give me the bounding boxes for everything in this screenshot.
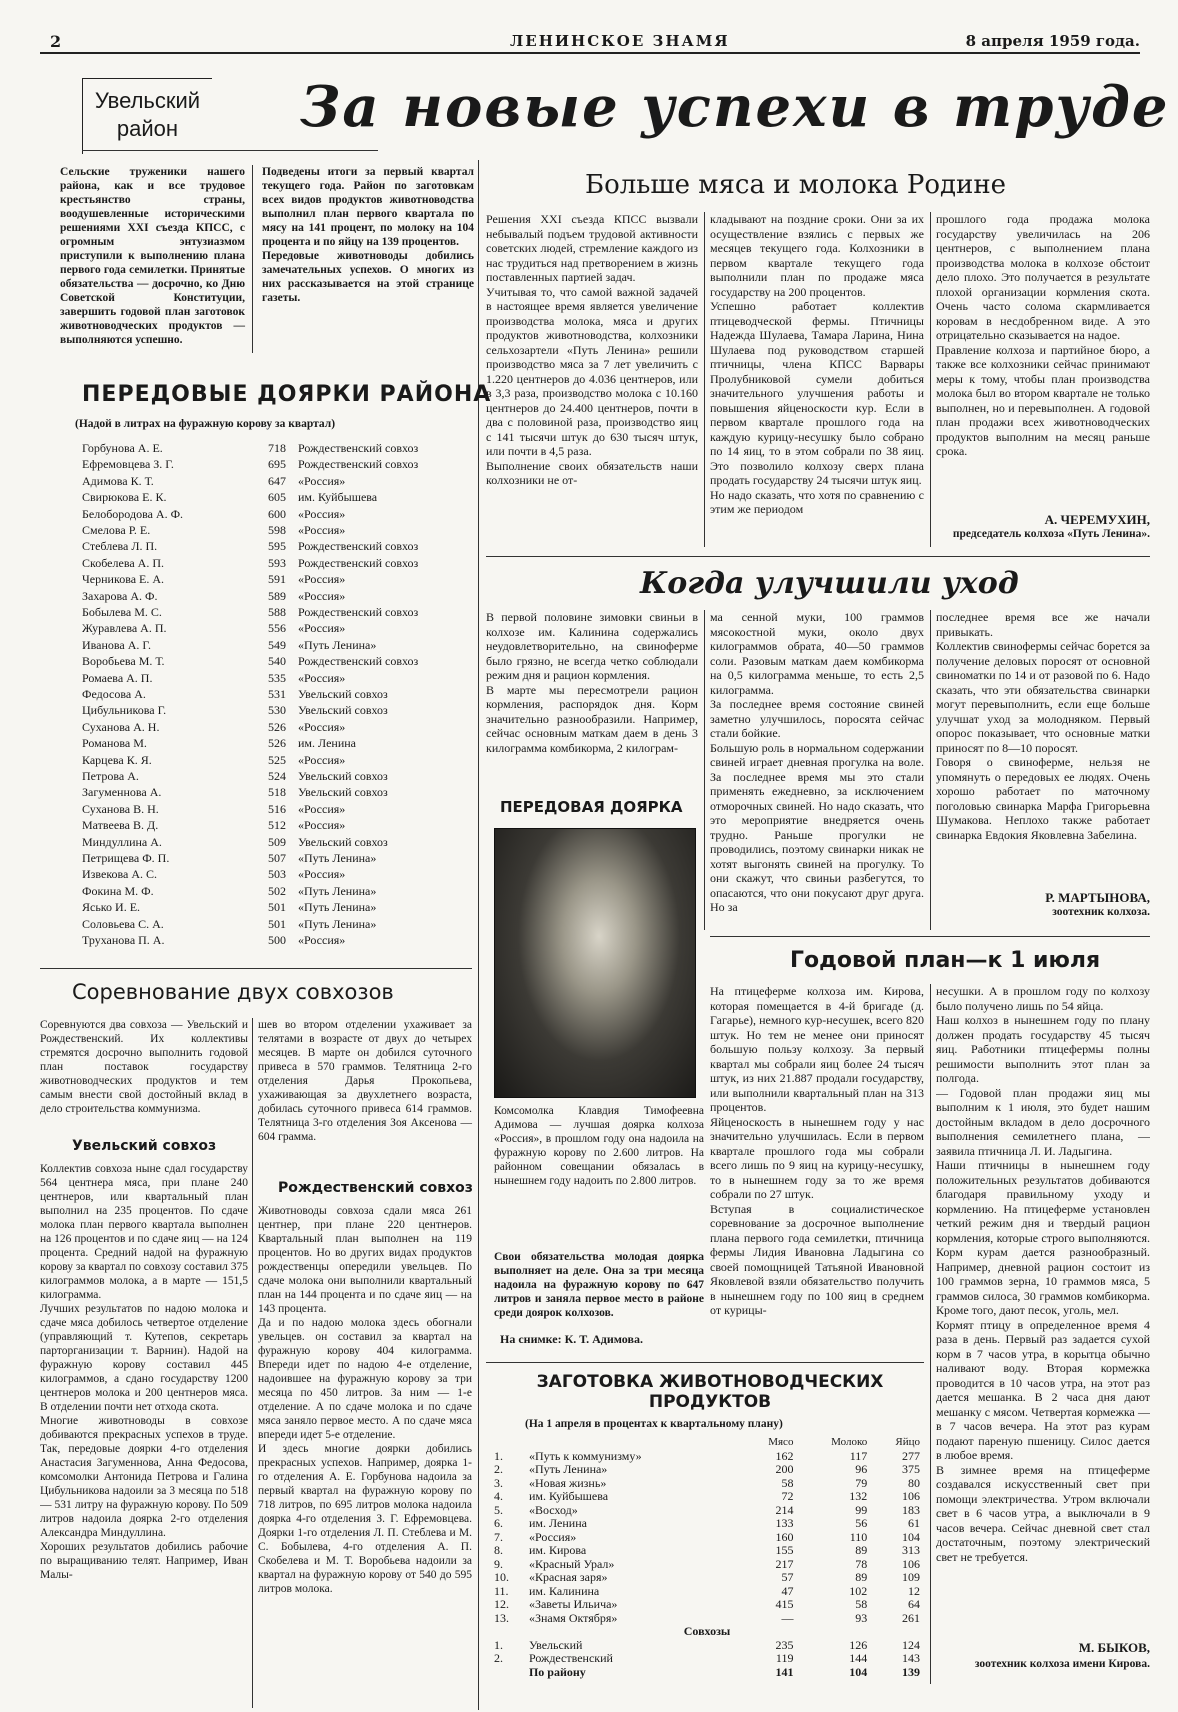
milkmaid-name: Федосова А. [82,687,146,701]
milkmaid-farm: «Путь Ленина» [298,883,377,898]
uvelsky-continued: шев во втором отделении ухаживает за телятами в возрасте от двух до четырех месяцев. В марте он добился суточного привеса в 570 граммов. Телятница 2-го отделения Дарья Прокопьева, ухаживающая за двухлетнего возраста, добилась суточного привеса 614 граммов. Телятница 3-го отделения Зоя Аксенова — 604 грамма. [258,1019,472,1143]
table-cell: 200 [775,1462,794,1476]
table-cell: 56 [855,1516,868,1530]
milkmaid-yield: 501 [268,900,286,915]
page-headline: За новые успехи в труде [300,74,1170,140]
milkmaids-subtitle: (Надой в литрах на фуражную корову за квартал) [75,418,336,430]
table-cell: 11. [494,1583,509,1598]
table-cell: 143 [902,1651,920,1665]
milkmaid-farm: Увельский совхоз [298,703,388,718]
milkmaid-name: Смелова Р. Е. [82,523,151,537]
table-cell: 6. [494,1516,503,1530]
milkmaid-farm: Рождественский совхоз [298,457,419,472]
procurement-title: ЗАГОТОВКА ЖИВОТНОВОДЧЕСКИХ ПРОДУКТОВ [536,1372,884,1412]
more-meat-title: Больше мяса и молока Родине [585,170,1007,200]
milkmaid-yield: 518 [268,785,286,800]
table-cell: Увельский [528,1637,583,1652]
milkmaid-yield: 605 [268,490,286,505]
table-row [492,1652,922,1666]
table-cell: 89 [855,1570,868,1584]
uvelsky-heading: Увельский совхоз [72,1138,217,1154]
table-row [492,1544,922,1558]
milkmaid-yield: 588 [268,605,286,619]
care-title: Когда улучшили уход [640,566,1019,601]
table-cell: 110 [849,1529,868,1544]
competition-rule [40,968,472,969]
table-cell: 80 [908,1475,920,1490]
table-cell: Мясо [768,1436,794,1448]
leading-title: ПЕРЕДОВАЯ ДОЯРКА [500,798,683,816]
milkmaids-list [82,440,472,960]
milkmaid-yield: 598 [268,523,286,537]
milkmaid-yield: 593 [268,555,286,570]
care-col1: В первой половине зимовки свиньи в колхозе им. Калинина содержались неудовлетворительно, на свинoферме было грязно, не всегда четко соблюдали режим дня и рацион кормления. В марте мы пересмотрели рацион кормления, распорядок дня. Корм значительно разнообразили. Например, сейчас основным маткам даем в день 3 килограмма комбикорма, 2 килограм- [486,610,698,755]
table-cell: «Путь к коммунизму» [528,1448,642,1463]
table-row [492,1612,922,1626]
table-cell: 277 [902,1448,920,1463]
milkmaid-farm: «Россия» [298,867,346,882]
milkmaid-farm: «Россия» [298,588,346,603]
milkmaid-farm: Рождественский совхоз [298,441,419,455]
milkmaid-farm: «Россия» [298,719,346,734]
milkmaid-yield: 695 [268,457,286,472]
milkmaid-name: Белобородова А. Ф. [82,506,184,521]
table-cell: Рождественский [528,1651,613,1665]
milkmaid-yield: 591 [268,572,286,587]
more-meat-div2 [930,212,931,547]
intro-left: Сельские труженики нашего района, как и все трудовое крестьянство страны, воодушевленные историческими решениями XXI съезда КПСС, с огромным энтузиазмом приступили к выполнению плана первого года семилетки. Принятые обязательства — досрочно, ко Дню Советской Конституции, завершить годовой план заготовок животноводческих продуктов — выполняются успешно. [60,166,245,346]
milkmaid-farm: «Путь Ленина» [298,851,377,865]
table-cell: 79 [855,1475,868,1490]
table-cell: 57 [781,1570,794,1584]
milkmaid-name: Суханова А. Н. [82,719,160,734]
table-cell: 141 [775,1664,794,1679]
table-cell: 109 [902,1570,920,1584]
table-cell: 235 [775,1637,794,1652]
milkmaid-name: Суханова В. Н. [82,801,159,816]
milkmaid-yield: 647 [268,473,286,488]
milkmaid-farm: Рождественский совхоз [298,605,419,619]
leading-caption: Комсомолка Клавдия Тимофеевна Адимова — лучшая доярка колхоза «Россия», в прошлом году она надоила на фуражную корову по 2.600 литров. На районном совещании обязалась в нынешнем году надоить по 2.800 литров. [494,1105,704,1187]
more-meat-div1 [704,212,705,547]
district-label: Увельский район [82,78,212,154]
table-cell: 139 [902,1664,920,1679]
milkmaid-farm: Увельский совхоз [298,769,388,783]
milkmaid-yield: 524 [268,769,286,783]
table-cell: 64 [908,1597,920,1611]
plan-col2: несушки. А в прошлом году по колхозу было получено лишь по 54 яйца. Наш колхоз в нынешнем году по плану должен продать государству 45 тысяч яиц. Работники птицефермы полны решимости выполнить этот план за полгода. — Годовой план продажи яиц мы выполним к 1 июля, это будет нашим достойным вкладом в дело досрочного выполнения семилетнего плана, — заявила птичница Л. И. Ладыгина. Наши птичницы в нынешнем году положительных результатов добиваются благодаря правильному уходу и кормлению. На птицеферме установлен четкий режим дня и твердый рацион кормления, которые строго выполняются. Корм курам дается разнообразный. Например, дневной рацион состоит из 100 граммов зерна, 10 граммов мяса, 5 граммов силоса, 30 граммов комбикорма. Кроме того, дают песок, уголь, мел. Кормят птицу в определенное время 4 раза в день. Первый раз задается сухой корм в 7 часов утра, в корытца обычно наливают воду. Вторая кормежка проводится в 10 часов утра, на этот раз дается мешанка. В 2 часа дня дают мешанку с мясом. Четвертая кормежка — в 7 часов вечера. На этот раз курам подают пареную пшеницу. Силос дается в любое время. В зимнее время на птицеферме создавался искусственный свет при помощи электричества. Утром включали свет в 6 часов утра, а выключали в 9 часов вечера. Сейчас дневной свет стал достаточным, поэтому электрический свет не требуется. [936,984,1150,1564]
table-cell: «Красная заря» [528,1570,608,1584]
table-cell [527,1436,742,1450]
table-row [492,1598,922,1612]
table-cell: 124 [902,1637,920,1652]
milkmaid-name: Миндуллина А. [82,834,162,849]
milkmaid-name: Воробьева М. Т. [82,654,165,669]
milkmaid-farm: «Россия» [298,506,346,521]
milkmaid-name: Журавлева А. П. [82,621,167,636]
milkmaid-yield: 600 [268,506,286,521]
plan-rule [710,936,1150,937]
rozhd-text: Животноводы совхоза сдали мяса 261 центнер, при плане 220 центнеров. Квартальный план выполнен на 119 процентов. Но во других видах продуктов рождественцы опередили увельцев. По сдаче молока они выполнили квартальный план на 144 процента и по сдаче яиц — на 143 процента. Да и по надою молока здесь обогнали увельцев. он составил за квартал на фуражную корову 404 килограмма. Впереди идет по надою 4-е отделение, надоившее на фуражную корову за три месяца по 450 литров. За ним — 1-е отделение. А по сдаче молока и по сдаче мяса заняло первое место. А по сдаче мяса впереди идет 5-е отделение. И здесь многие доярки добились прекрасных успехов. Например, доярка 1-го отделения А. Е. Горбунова надоила за первый квартал на фуражную корову по 718 литров, по 695 литров молока надоила доярка 4-го отделения З. Г. Ефремовцева. Доярки 1-го отделения Л. П. Стеблева и М. С. Бобылева, 4-го отделения А. П. Скобелева и М. Т. Воробьева надоили за квартал на фуражную корову от 540 до 595 литров молока. [258,1205,472,1595]
table-cell: 126 [849,1637,868,1652]
milkmaid-name: Ефремовцева З. Г. [82,457,174,472]
milkmaid-name: Соловьева С. А. [82,916,164,931]
care-signature-role: зоотехник колхоза. [1052,906,1150,918]
milkmaid-yield: 500 [268,933,286,947]
sovkhoz-label-row [492,1625,922,1639]
milkmaid-farm: Увельский совхоз [298,785,388,800]
table-row [492,1517,922,1531]
table-cell: «Красный Урал» [528,1556,615,1571]
milkmaid-farm: Рождественский совхоз [298,555,419,570]
table-cell: 3. [494,1475,503,1490]
table-cell: 214 [775,1502,794,1517]
table-cell: 13. [494,1610,509,1625]
milkmaid-farm: Рождественский совхоз [298,654,419,669]
procurement-table [492,1436,922,1679]
care-signature: Р. МАРТЫНОВА, [1045,890,1150,905]
table-row [492,1585,922,1599]
table-cell: 12 [908,1583,920,1598]
table-row [492,1571,922,1585]
table-cell: «Знамя Октября» [528,1610,618,1625]
milkmaid-yield: 530 [268,703,286,718]
milkmaid-yield: 531 [268,687,286,701]
milkmaid-name: Петрова А. [82,769,139,783]
care-div2 [930,610,931,930]
table-cell: 415 [775,1597,794,1611]
table-cell: 132 [849,1489,868,1503]
table-cell: 58 [855,1597,868,1611]
milkmaid-farm: им. Куйбышева [298,490,378,505]
milkmaid-farm: «Путь Ленина» [298,916,377,931]
milkmaid-name: Матвеева В. Д. [82,818,159,833]
table-cell: 133 [775,1516,794,1530]
milkmaid-yield: 718 [268,441,286,455]
milkmaid-name: Бобылева М. С. [82,605,162,619]
rozhd-heading: Рождественский совхоз [278,1180,473,1196]
milkmaid-yield: 535 [268,670,286,685]
milkmaid-yield: 549 [268,637,286,652]
milkmaid-yield: 501 [268,916,286,931]
milkmaid-name: Черникова Е. А. [82,572,165,587]
milkmaid-farm: Рождественский совхоз [298,539,419,554]
table-cell: им. Куйбышева [528,1489,609,1503]
table-cell: 4. [494,1489,503,1503]
table-header [492,1436,922,1450]
more-meat-signature: А. ЧЕРЕМУХИН, [1044,512,1150,527]
table-row [492,1463,922,1477]
milkmaid-photo [494,828,696,1098]
table-cell: 78 [855,1556,868,1571]
milkmaid-name: Загуменнова А. [82,785,162,800]
table-row [492,1504,922,1518]
milkmaid-name: Ясько И. Е. [82,900,141,915]
table-cell: 375 [902,1462,920,1476]
table-row [492,1639,922,1653]
table-cell: 8. [494,1543,503,1557]
table-cell: 313 [902,1543,920,1557]
table-cell: 261 [902,1610,920,1625]
issue-date: 8 апреля 1959 года. [965,32,1140,50]
uvelsky-text: Коллектив совхоза ныне сдал государству 564 центнера мяса, при плане 240 центнеров, или квартальный план выполнил на 235 процентов. По сдаче молока план первого квартала выполнен на 126 процентов и по сдаче яиц — на 124 процента. Средний надой на фуражную корову за квартал по совхозу составил 375 килограммов молока, а в марте — 151,5 килограмма. Лучших результатов по надою молока и сдаче мяса добилось четвертое отделение (управляющий т. Кутепов, секретарь парторганизации т. Варнин). Надой на фуражную корову составил 445 килограммов, а сдано государству 1200 центнеров молока и 200 центнеров мяса. В отделении почти нет отхода скота. Многие животноводы в совхозе добиваются прекрасных успехов в труде. Так, передовые доярки 4-го отделения Анастасия Загуменнова, Анна Федосова, комсомолки Антонида Петрова и Галина Цибульникова надоили за 3 месяца по 518 — 531 литру на фуражную корову. По 509 литров надоила доярка 2-го отделения Александра Миндуллина. Хороших результатов добились рабочие по выращиванию телят. Например, Иван Малы- [40,1163,248,1581]
table-cell: «Заветы Ильича» [528,1597,618,1611]
milkmaid-name: Стеблева Л. П. [82,539,158,554]
newspaper-name: ЛЕНИНСКОЕ ЗНАМЯ [510,32,730,50]
table-cell: 61 [908,1516,920,1530]
table-cell: «Россия» [528,1529,577,1544]
milkmaid-yield: 509 [268,834,286,849]
table-cell: 119 [775,1651,794,1665]
plan-title: Годовой план—к 1 июля [790,948,1101,973]
milkmaid-yield: 502 [268,883,286,898]
table-cell: 72 [781,1489,794,1503]
table-cell: — [781,1610,794,1625]
table-cell [492,1666,527,1680]
care-col2: ма сенной муки, 100 граммов мясокостной муки, около двух килограммов обрата, 40—50 граммов соли. Разовым маткам даем комбикорма на 0,5 килограмма меньше, то есть 2,5 килограмма. За последнее время состояние свиней заметно улучшилось, поросята сейчас стали бойкие. Большую роль в нормальном содержании свиней играет дневная прогулка на воле. За последнее время мы это стали применять ежедневно, за исключением отморочных свиней. Но надо сказать, что это мероприятие внедряется очень трудно. Раньше прогулки не проводились, поэтому свинарки никак не хотят выгонять свиней на прогулку. То они скажут, что свиньи разбегутся, то опасаются, что они покусают друг друга. Но за [710,610,924,914]
table-cell: 106 [902,1489,920,1503]
table-cell: 9. [494,1556,503,1571]
milkmaid-name: Захарова А. Ф. [82,588,158,603]
milkmaid-yield: 525 [268,752,286,767]
milkmaid-name: Романова М. [82,736,147,751]
table-cell: 117 [849,1448,868,1463]
table-cell: «Путь Ленина» [528,1462,608,1476]
table-cell: 10. [494,1570,509,1584]
photo-note: На снимке: К. Т. Адимова. [500,1332,643,1346]
milkmaid-name: Извекова А. С. [82,867,158,882]
milkmaid-name: Горбунова А. Е. [82,441,163,455]
plan-signature-role: зоотехник колхоза имени Кирова. [974,1658,1150,1670]
milkmaid-farm: Увельский совхоз [298,834,388,849]
more-meat-rule [486,556,1150,557]
table-cell: 93 [855,1610,868,1625]
table-cell: им. Кирова [528,1543,587,1557]
intro-divider [252,165,253,353]
competition-lead: Соревнуются два совхоза — Увельский и Рождественский. Их коллективы стремятся досрочно выполнить годовой план поставок государству животноводческих продуктов и тем самым внести свой достойный вклад в дело строительства коммунизма. [40,1019,248,1115]
procurement-subtitle: (На 1 апреля в процентах к квартальному плану) [525,1418,783,1430]
milkmaid-farm: Увельский совхоз [298,687,388,701]
table-cell: 104 [902,1529,920,1544]
table-total-row [492,1666,922,1680]
milkmaid-farm: «Россия» [298,933,346,947]
table-cell: 2. [494,1651,503,1665]
table-cell: 58 [781,1475,794,1490]
table-cell: «Новая жизнь» [528,1475,607,1490]
table-cell: «Восход» [528,1502,578,1517]
milkmaid-name: Иванова А. Г. [82,637,152,652]
table-cell: 144 [849,1651,868,1665]
more-meat-col3: прошлого года продажа молока государству увеличилась на 206 центнеров, с выполнением плана производства молока в колхозе обстоит дело плохо. Это получается в результате плохой организации кормления скота. Очень часто солома скармливается коровам в несдобренном виде. А это отрицательно сказывается на надое. Правление колхоза и партийное бюро, а также все колхозники сейчас принимают меры к тому, чтобы план производства молока был во втором квартале не только выполнен, но и перевыполнен. А годовой план продажи всех животноводческих продуктов выполним на месяц раньше срока. [936,212,1150,458]
milkmaid-yield: 589 [268,588,286,603]
masthead [40,28,1140,54]
table-cell: 106 [902,1556,920,1571]
milkmaid-farm: «Россия» [298,818,346,833]
table-row [492,1558,922,1572]
table-cell: 99 [855,1502,868,1517]
more-meat-col1: Решения XXI съезда КПСС вызвали небывалый подъем трудовой активности советских людей, стремление каждого из нас трудиться над претворением в жизнь поставленных партией задач. Учитывая то, что самой важной задачей в настоящее время является увеличение производства молока, мяса и других продуктов животноводства, колхозники сельхозартели «Путь Ленина» решили производство мяса за 7 лет увеличить с 1.220 центнеров до 4.036 центнеров, или в 3,3 раза, производство молока с 10.160 центнеров до 24.400 центнеров, почти в два с половиной раза, производство яиц с 141 тысячи штук до 630 тысяч штук, или почти в 4,5 раза. Выполнение своих обязательств наши колхозники не от- [486,212,698,487]
table-cell: Яйцо [895,1436,920,1448]
procurement-table-wrap [492,1436,922,1679]
table-cell: 89 [855,1543,868,1557]
milkmaid-yield: 595 [268,539,286,554]
milkmaid-farm: «Россия» [298,801,346,816]
table-cell: 160 [775,1529,794,1544]
table-cell: 2. [494,1462,503,1476]
milkmaid-name: Труханова П. А. [82,933,165,947]
care-col3: последнее время все же начали привыкать. Коллектив свинофермы сейчас борется за получение деловых поросят от основной свиноматки по 14 и от разовой по 6. Надо сказать, что эти обязательства свинарки могут перевыполнить, если еще больше улучшат уход за молодняком. Первый опорос показывает, что основные матки приносят по 8—10 поросят. Говоря о свиноферме, нельзя не упомянуть о передовых ее людях. Очень хорошо работает по маточному поголовью свинарка Марфа Григорьевна Шумакова. Неплохо также работает свинарка Евдокия Яковлевна Забелина. [936,610,1150,842]
milkmaid-farm: «Россия» [298,523,346,537]
table-cell: 183 [902,1502,920,1517]
milkmaid-name: Свирюкова Е. К. [82,490,167,505]
intro-right: Подведены итоги за первый квартал текущего года. Район по заготовкам всех видов продуктов животноводства выполнил план первого квартала по мясу на 141 процент, по молоку на 104 процента и по яйцу на 139 процентов. Передовые животноводы добились замечательных успехов. О многих из них рассказывается на этой странице газеты. [262,166,474,304]
milkmaid-name: Цибульникова Г. [82,703,167,718]
table-cell: 104 [849,1664,868,1679]
table-row [492,1450,922,1464]
milkmaid-yield: 507 [268,851,286,865]
table-cell: им. Калинина [528,1583,600,1598]
milkmaids-title: ПЕРЕДОВЫЕ ДОЯРКИ РАЙОНА [82,382,492,407]
milkmaid-farm: «Россия» [298,752,346,767]
milkmaid-name: Фокина М. Ф. [82,883,154,898]
milkmaid-farm: им. Ленина [298,736,356,751]
more-meat-col2: кладывают на поздние сроки. Они за их осуществление взялись с первых же месяцев текущего года. Колхозники в первом квартале текущего года выполнили план по продаже мяса государству на 200 процентов. Успешно работает коллектив птицеводческой фермы. Птичницы Надежда Шулаева, Тамара Ларина, Нина Шулаева под руководством старшей птичницы, члена КПСС Варвары Пролубниковой сумели добиться значительного улучшения работы и повышения яйценоскости кур. Если в первом квартале прошлого года на каждую курицу-несушку было собрано по 14 яиц, то в этом собрали по 38 яиц. Это позволило колхозу сверх плана продать государству 24 тысячи штук яиц. Но надо сказать, что хотя по сравнению с этим же периодом [710,212,924,516]
milkmaid-yield: 512 [268,818,286,833]
milkmaid-farm: «Путь Ленина» [298,637,377,652]
table-cell: 5. [494,1502,503,1517]
milkmaid-farm: «Путь Ленина» [298,900,377,915]
plan-div [930,984,931,1684]
page-number: 2 [50,32,62,51]
milkmaid-farm: «Россия» [298,473,346,488]
table-cell: По району [528,1664,586,1679]
table-cell: Молоко [831,1436,868,1448]
milkmaid-yield: 526 [268,736,286,751]
table-cell: 96 [855,1462,868,1476]
table-row [492,1490,922,1504]
milkmaid-name: Ромаева А. П. [82,670,153,685]
milkmaid-yield: 516 [268,801,286,816]
plan-signature: М. БЫКОВ, [1078,1640,1150,1655]
competition-title: Соревнование двух совхозов [72,980,394,1004]
table-cell: 162 [775,1448,794,1463]
table-cell: 102 [849,1583,868,1598]
district-rule [82,150,378,151]
table-cell: им. Ленина [528,1516,587,1530]
plan-col1: На птицеферме колхоза им. Кирова, которая помещается в 4-й бригаде (д. Гагарье), немного кур-несушек, всего 820 штук. Но тем не менее они приносят большую пользу колхозу. За первый квартал мы собрали яиц более 24 тысяч штук, из них 21.887 продали государству, или выполнили квартальный план на 313 процентов. Яйценоскость в нынешнем году у нас значительно улучшилась. Если в первом квартале прошлого года мы собрали всего лишь по 9 яиц на курицу-несушку, то в нынешнем году за то же время собрали по 27 штук. Вступая в социалистическое соревнование за досрочное выполнение плана первого года семилетки, птичница фермы Лидия Ивановна Ладыгина со своей помощницей Татьяной Ивановной Яковлевой взяли обязательство получить в нынешнем году по 100 яиц в среднем от курицы- [710,984,924,1317]
table-cell: 155 [775,1543,794,1557]
more-meat-signature-role: председатель колхоза «Путь Ленина». [952,528,1150,540]
milkmaid-name: Карцева К. Я. [82,752,152,767]
sovkhoz-label: Совхозы [683,1624,731,1638]
table-row [492,1531,922,1545]
milkmaid-yield: 556 [268,621,286,636]
table-cell: 1. [494,1637,503,1652]
milkmaid-farm: «Россия» [298,572,346,587]
table-cell [492,1436,527,1450]
milkmaid-name: Адимова К. Т. [82,473,154,488]
table-cell: 12. [494,1597,509,1611]
table-cell: 7. [494,1529,503,1544]
milkmaid-name: Петрищева Ф. П. [82,851,170,865]
milkmaid-yield: 503 [268,867,286,882]
procurement-rule [486,1362,924,1363]
table-row [492,1477,922,1491]
milkmaid-farm: «Россия» [298,621,346,636]
milkmaid-name: Скобелева А. П. [82,555,164,570]
table-cell: 1. [494,1448,503,1463]
table-cell: 47 [781,1583,794,1598]
care-div1 [704,610,705,930]
milkmaid-farm: «Россия» [298,670,346,685]
milkmaid-yield: 540 [268,654,286,669]
competition-divider [252,1018,253,1708]
leading-caption-bold: Свои обязательства молодая доярка выполняет на деле. Она за три месяца надоила на фуражную корову по 647 литров и заняла первое место в районе среди доярок колхозов. [494,1251,704,1319]
milkmaid-yield: 526 [268,719,286,734]
table-cell: 217 [775,1556,794,1571]
